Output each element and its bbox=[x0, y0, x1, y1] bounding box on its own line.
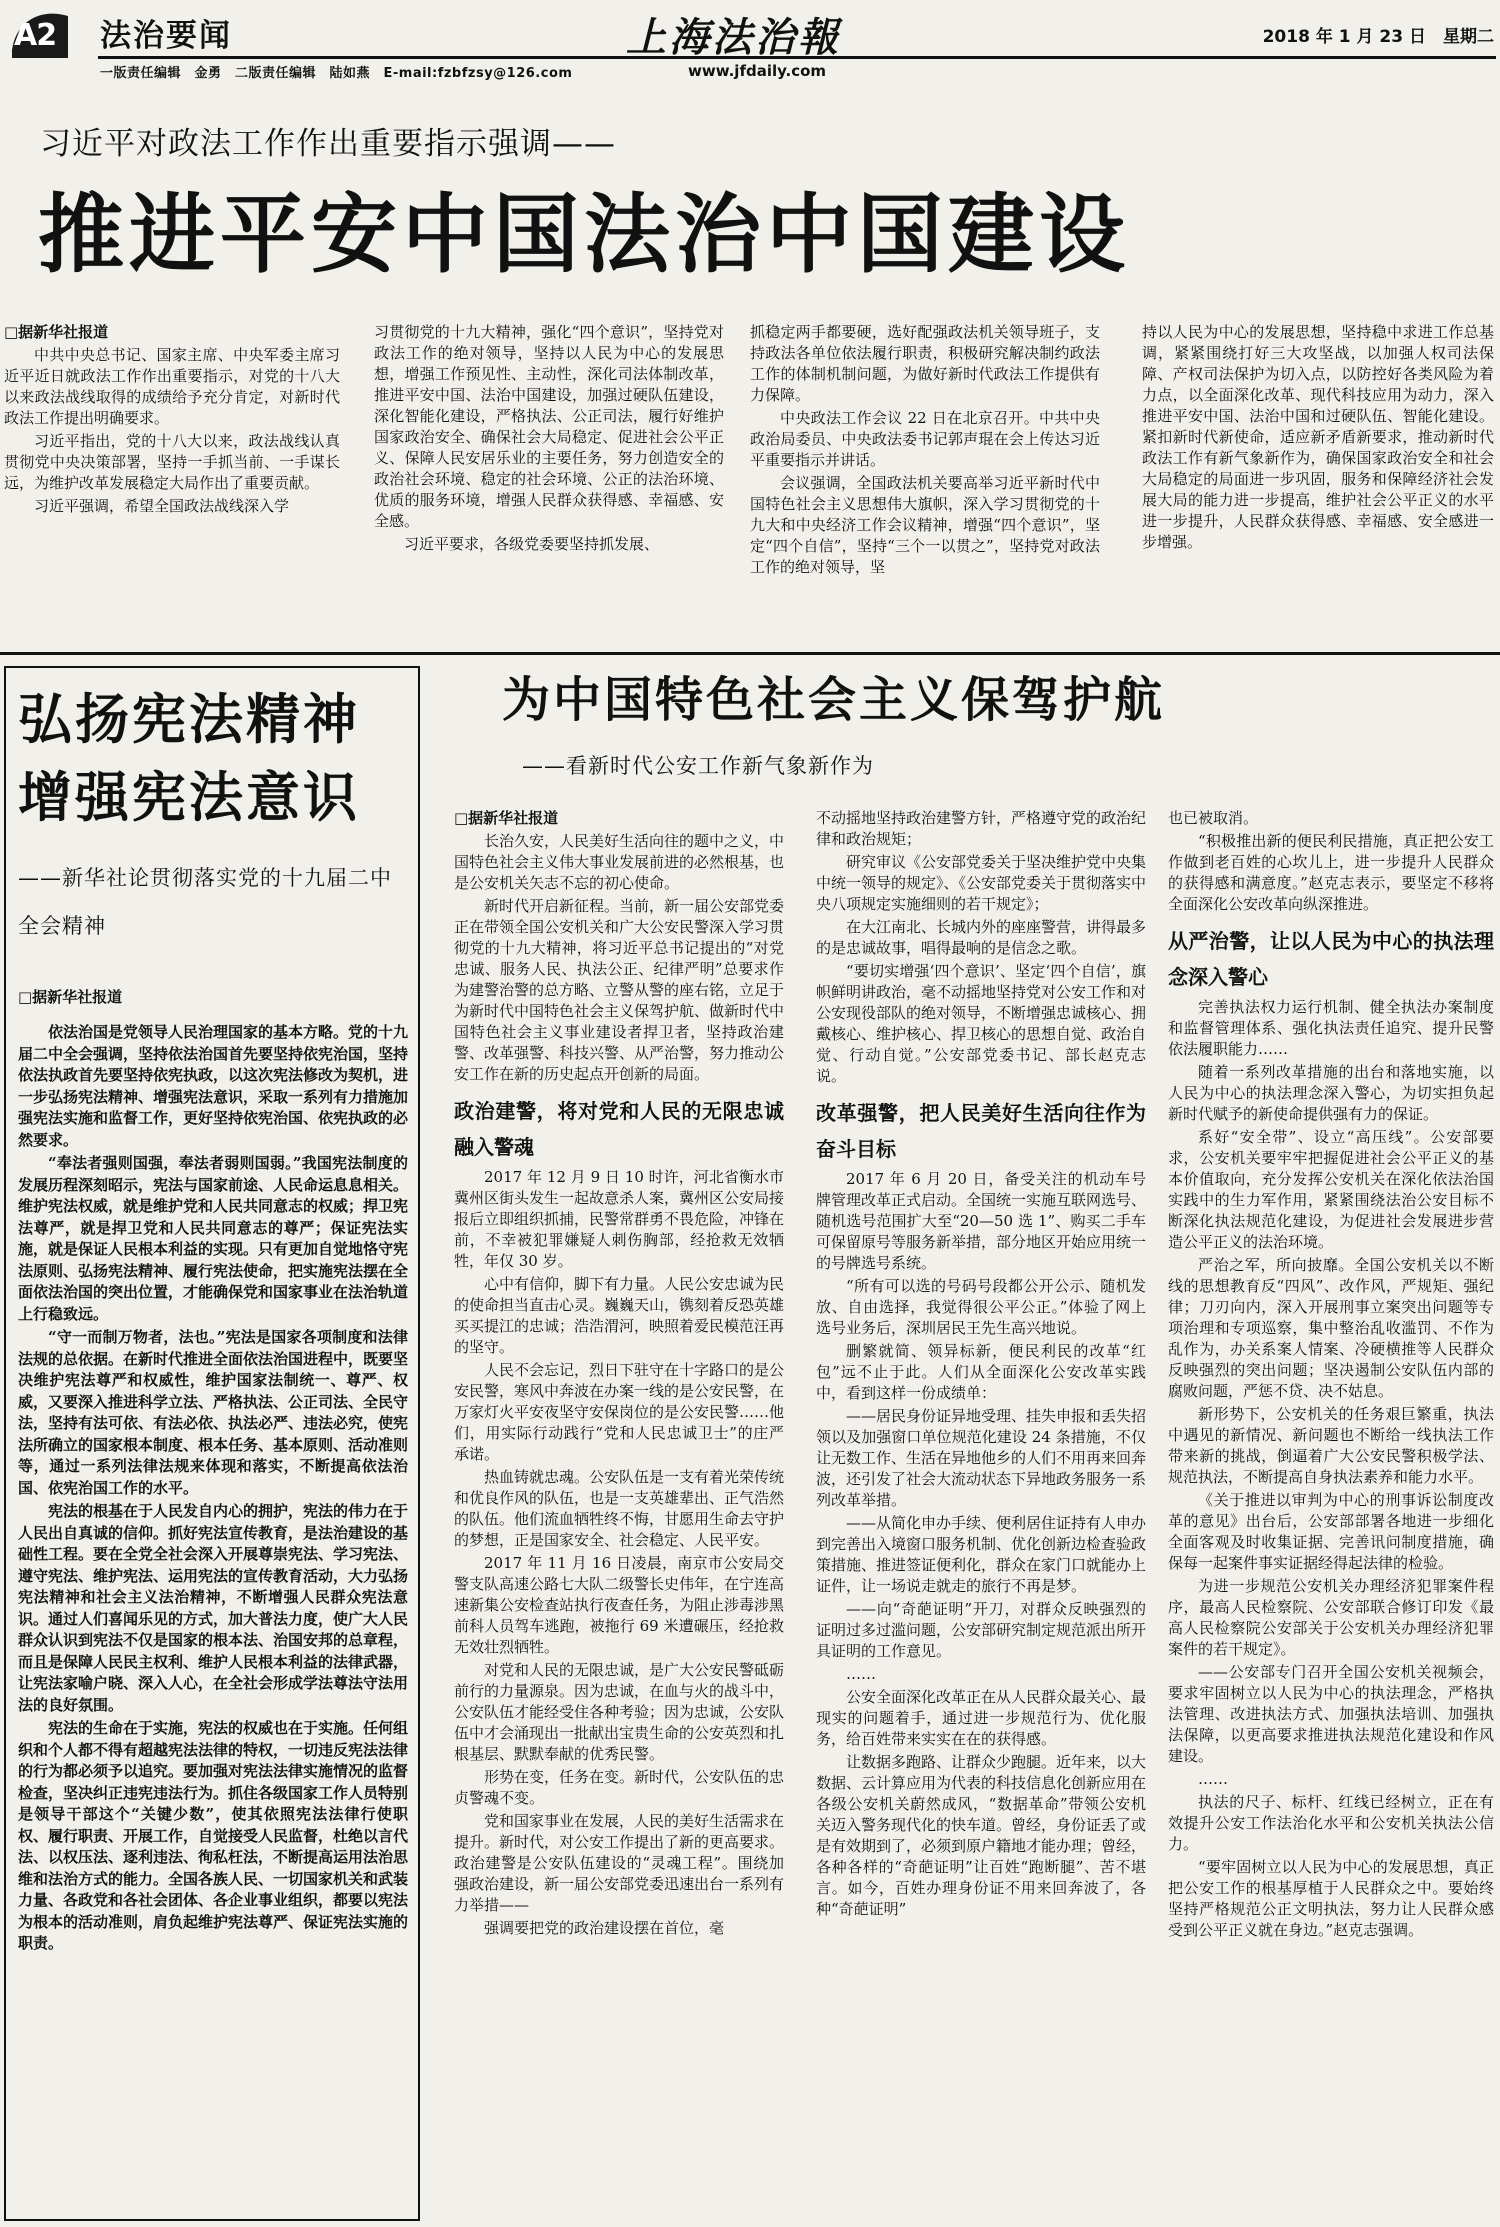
commentary-paragraph: “守一而制万物者，法也。”宪法是国家各项制度和法律法规的总依据。在新时代推进全面依法治国进程中，既要坚决维护宪法尊严和权威性，维护国家法制统一、尊严、权威，又要深入推进科学立法、严格执法、公正司法、全民守法，坚持有法可依、有法必依、执法必严、违法必究，使宪法所确立的国家根本制度、根本任务、基本原则、活动准则等，通过一系列法律法规来体现和落实，不断提高依法治国、依宪治国工作的水平。 bbox=[18, 1328, 408, 1497]
police-paragraph: 执法的尺子、标杆、红线已经树立，正在有效提升公安工作法治化水平和公安机关执法公信力。 bbox=[1168, 1793, 1494, 1853]
police-paragraph: 《关于推进以审判为中心的刑事诉讼制度改革的意见》出台后，公安部部署各地进一步细化全面客观及时收集证据、完善讯问制度措施，确保每一起案件事实证据经得起法律的检验。 bbox=[1168, 1491, 1494, 1572]
lead-headline: 推进平安中国法治中国建设 bbox=[38, 185, 1130, 285]
commentary-paragraph: “奉法者强则国强，奉法者弱则国弱。”我国宪法制度的发展历程深刻昭示，宪法与国家前途、人民命运息息相关。维护宪法权威，就是维护党和人民共同意志的权威；捍卫宪法尊严，就是捍卫党和人民共同意志的尊严；保证宪法实施，就是保证人民根本利益的实现。只有更加自觉地恪守宪法原则、弘扬宪法精神、履行宪法使命，把实施宪法摆在全面依法治国的突出位置，才能确保党和国家事业在法治轨道上行稳致远。 bbox=[18, 1154, 408, 1323]
lead-column-1 bbox=[4, 322, 340, 646]
lead-column-4 bbox=[1142, 322, 1494, 646]
lead-paragraph: 习近平要求，各级党委要坚持抓发展、 bbox=[404, 535, 660, 553]
commentary-paragraph: 依法治国是党领导人民治理国家的基本方略。党的十九届二中全会强调，坚持依法治国首先要坚持依宪治国，坚持依法执政首先要坚持依宪执政，以这次宪法修改为契机，进一步弘扬宪法精神、增强宪法意识，采取一系列有力措施加强宪法实施和监督工作，更好坚持依宪治国、依宪执政的必然要求。 bbox=[18, 1023, 408, 1149]
section-name: 法治要闻 bbox=[100, 18, 232, 54]
commentary-body bbox=[18, 1022, 408, 2212]
police-section-heading: 政治建警，将对党和人民的无限忠诚融入警魂 bbox=[454, 1099, 784, 1159]
police-paragraph: 对党和人民的无限忠诚，是广大公安民警砥砺前行的力量源泉。因为忠诚，在血与火的战斗中，公安队伍才能经受住各种考验；因为忠诚，公安队伍中才会涌现出一批献出宝贵生命的公安英烈和扎根基层、默默奉献的优秀民警。 bbox=[454, 1661, 784, 1763]
police-subhead: ——看新时代公安工作新气象新作为 bbox=[522, 754, 874, 778]
commentary-box bbox=[4, 666, 420, 2221]
police-paragraph: 研究审议《公安部党委关于坚决维护党中央集中统一领导的规定》、《公安部党委关于贯彻落实中央八项规定实施细则的若干规定》； bbox=[816, 853, 1146, 913]
lead-paragraph: 中央政法工作会议 22 日在北京召开。中共中央政治局委员、中央政法委书记郭声琨在会上传达习近平重要指示并讲话。 bbox=[750, 409, 1100, 469]
police-paragraph: 长治久安，人民美好生活向往的题中之义，中国特色社会主义伟大事业发展前进的必然根基，也是公安机关矢志不忘的初心使命。 bbox=[454, 832, 784, 892]
police-paragraph: 不动摇地坚持政治建警方针，严格遵守党的政治纪律和政治规矩； bbox=[816, 809, 1146, 848]
police-section-heading: 从严治警，让以人民为中心的执法理念深入警心 bbox=[1168, 929, 1494, 989]
commentary-paragraph: 宪法的根基在于人民发自内心的拥护，宪法的伟力在于人民出自真诚的信仰。抓好宪法宣传教育，是法治建设的基础性工程。要在全党全社会深入开展尊崇宪法、学习宪法、遵守宪法、维护宪法、运用宪法的宣传教育活动，大力弘扬宪法精神和社会主义法治精神，不断增强人民群众宪法意识。通过人们喜闻乐见的方式，加大普法力度，使广大人民群众认识到宪法不仅是国家的根本法、治国安邦的总章程，而且是保障人民民主权利、维护人民根本利益的法律武器，让宪法家喻户晓、深入人心，在全社会形成学法尊法守法用法的良好氛围。 bbox=[18, 1502, 408, 1714]
commentary-headline-1: 弘扬宪法精神 bbox=[18, 688, 360, 751]
police-headline: 为中国特色社会主义保驾护航 bbox=[502, 672, 1166, 728]
page-label: A2 bbox=[14, 18, 57, 53]
newspaper-name: 上海法治報 bbox=[626, 14, 841, 61]
police-paragraph: 2017 年 6 月 20 日，备受关注的机动车号牌管理改革正式启动。全国统一实施互联网选号、随机选号范围扩大至“20—50 选 1”、购买二手车可保留原号等服务新举措，部分地区开始应用统一的号牌选号系统。 bbox=[816, 1170, 1146, 1272]
police-paragraph: 系好“安全带”、设立“高压线”。公安部要求，公安机关要牢牢把握促进社会公平正义的基本价值取向，充分发挥公安机关在深化依法治国实践中的生力军作用，紧紧围绕法治公安目标不断深化执法规范化建设，为促进社会发展进步营造公平正义的法治环境。 bbox=[1168, 1128, 1494, 1251]
lead-paragraph: 习近平强调，希望全国政法战线深入学 bbox=[34, 497, 290, 515]
police-paragraph: ——从简化申办手续、便利居住证持有人申办到完善出入境窗口服务机制、优化创新边检查验政策措施、推进签证便利化，群众在家门口就能办上证件，让一场说走就走的旅行不再是梦。 bbox=[816, 1514, 1146, 1595]
lead-column-3 bbox=[750, 322, 1100, 646]
lead-paragraph: 中共中央总书记、国家主席、中央军委主席习近平近日就政法工作作出重要指示，对党的十八大以来政法战线取得的成绩给予充分肯定，对新时代政法工作提出明确要求。 bbox=[4, 346, 340, 427]
police-paragraph: 随着一系列改革措施的出台和落地实施，以人民为中心的执法理念深入警心，为切实担负起新时代赋予的新使命提供强有力的保证。 bbox=[1168, 1063, 1494, 1123]
editors-line: 一版责任编辑 金勇 二版责任编辑 陆如燕 E-mail:fzbfzsy@126.com bbox=[100, 66, 573, 81]
police-paragraph: “要切实增强‘四个意识’、坚定‘四个自信’，旗帜鲜明讲政治，毫不动摇地坚持党对公安工作和对公安现役部队的绝对领导，不断增强忠诚核心、拥戴核心、维护核心、捍卫核心的思想自觉、政治自觉、行动自觉。”公安部党委书记、部长赵克志说。 bbox=[816, 962, 1146, 1085]
police-paragraph: 强调要把党的政治建设摆在首位，毫 bbox=[484, 1919, 725, 1937]
police-column-3 bbox=[1168, 808, 1494, 2222]
police-paragraph: 严治之军，所向披靡。全国公安机关以不断线的思想教育反“四风”、改作风，严规矩、强纪律；刀刃向内，深入开展刑事立案突出问题等专项治理和专项巡察，集中整治乱收滥罚、不作为乱作为，办关系案人情案、冷硬横推等人民群众反映强烈的突出问题；坚决遏制公安队伍内部的腐败问题，严惩不贷、决不姑息。 bbox=[1168, 1256, 1494, 1400]
police-paragraph: 热血铸就忠魂。公安队伍是一支有着光荣传统和优良作风的队伍，也是一支英雄辈出、正气浩然的队伍。他们流血牺牲终不悔，甘愿用生命去守护的梦想，正是国家安全、社会稳定、人民平安。 bbox=[454, 1468, 784, 1549]
police-paragraph: 为进一步规范公安机关办理经济犯罪案件程序，最高人民检察院、公安部联合修订印发《最高人民检察院公安部关于公安机关办理经济犯罪案件的若干规定》。 bbox=[1168, 1577, 1494, 1658]
police-paragraph: ——居民身份证异地受理、挂失申报和丢失招领以及加强窗口单位规范化建设 24 条措施，不仅让无数工作、生活在异地他乡的人们不用再来回奔波，还引发了社会大流动状态下异地政务服务一系列改革举措。 bbox=[816, 1407, 1146, 1509]
police-paragraph: 人民不会忘记，烈日下驻守在十字路口的是公安民警，寒风中奔波在办案一线的是公安民警，在万家灯火平安夜坚守安保岗位的是公安民警……他们，用实际行动践行“党和人民忠诚卫士”的庄严承诺。 bbox=[454, 1361, 784, 1463]
police-paragraph: 在大江南北、长城内外的座座警营，讲得最多的是忠诚故事，唱得最响的是信念之歌。 bbox=[816, 918, 1146, 957]
police-section-heading: 改革强警，把人民美好生活向往作为奋斗目标 bbox=[816, 1101, 1146, 1161]
lead-paragraph: 会议强调，全国政法机关要高举习近平新时代中国特色社会主义思想伟大旗帜，深入学习贯彻党的十九大和中央经济工作会议精神，增强“四个意识”，坚定“四个自信”，坚持“三个一以贯之”，坚持党对政法工作的绝对领导，坚 bbox=[750, 474, 1100, 576]
police-paragraph: 公安全面深化改革正在从人民群众最关心、最现实的问题着手，通过进一步规范行为、优化服务，给百姓带来实实在在的获得感。 bbox=[816, 1688, 1146, 1748]
police-column-2 bbox=[816, 808, 1146, 2222]
police-byline: □据新华社报道 bbox=[454, 809, 559, 827]
lead-paragraph: 习贯彻党的十九大精神，强化“四个意识”，坚持党对政法工作的绝对领导，坚持以人民为中心的发展思想，增强工作预见性、主动性，深化司法体制改革，推进平安中国、法治中国建设，加强过硬队伍建设，深化智能化建设，严格执法、公正司法，履行好维护国家政治安全、确保社会大局稳定、促进社会公平正义、保障人民安居乐业的主要任务，努力创造安全的政治社会环境、稳定的社会环境、公正的法治环境、优质的服务环境，增强人民群众获得感、幸福感、安全感。 bbox=[374, 323, 724, 530]
website: www.jfdaily.com bbox=[688, 62, 827, 80]
police-column-1 bbox=[454, 808, 784, 2222]
lead-column-2 bbox=[374, 322, 724, 646]
police-paragraph: …… bbox=[846, 1665, 876, 1683]
police-paragraph: “要牢固树立以人民为中心的发展思想，真正把公安工作的根基厚植于人民群众之中。要始终坚持严格规范公正文明执法，努力让人民群众感受到公平正义就在身边。”赵克志强调。 bbox=[1168, 1858, 1494, 1939]
lead-bottom-rule bbox=[0, 652, 1500, 655]
lead-kicker: 习近平对政法工作作出重要指示强调—— bbox=[40, 126, 616, 162]
police-paragraph: “所有可以选的号码号段都公开公示、随机发放、自由选择，我觉得很公平公正。”体验了网上选号业务后，深圳居民王先生高兴地说。 bbox=[816, 1277, 1146, 1337]
police-paragraph: 2017 年 12 月 9 日 10 时许，河北省衡水市冀州区街头发生一起故意杀人案，冀州区公安局接报后立即组织抓捕，民警常群勇不畏危险，冲锋在前，不幸被犯罪嫌疑人刺伤胸部，经抢救无效牺牲，年仅 30 岁。 bbox=[454, 1168, 784, 1270]
police-paragraph: …… bbox=[1198, 1770, 1228, 1788]
police-paragraph: 心中有信仰，脚下有力量。人民公安忠诚为民的使命担当直击心灵。巍巍天山，镌刻着反恐英雄买买提江的忠诚；浩浩渭河，映照着爱民模范汪再的坚守。 bbox=[454, 1275, 784, 1356]
police-paragraph: ——向“奇葩证明”开刀，对群众反映强烈的证明过多过滥问题，公安部研究制定规范派出所开具证明的工作意见。 bbox=[816, 1600, 1146, 1660]
police-paragraph: 删繁就简、领异标新，便民利民的改革“红包”远不止于此。人们从全面深化公安改革实践中，看到这样一份成绩单： bbox=[816, 1342, 1146, 1402]
police-paragraph: “积极推出新的便民利民措施，真正把公安工作做到老百姓的心坎儿上，进一步提升人民群众的获得感和满意度。”赵克志表示，要坚定不移将全面深化公安改革向纵深推进。 bbox=[1168, 832, 1494, 913]
police-paragraph: ——公安部专门召开全国公安机关视频会，要求牢固树立以人民为中心的执法理念，严格执法管理、改进执法方式、加强执法培训、加强执法保障，以更高要求推进执法规范化建设和作风建设。 bbox=[1168, 1663, 1494, 1765]
police-paragraph: 也已被取消。 bbox=[1168, 809, 1259, 827]
police-paragraph: 形势在变，任务在变。新时代，公安队伍的忠贞警魂不变。 bbox=[454, 1768, 784, 1807]
commentary-paragraph: 宪法的生命在于实施，宪法的权威也在于实施。任何组织和个人都不得有超越宪法法律的特权，一切违反宪法法律的行为都必须予以追究。要加强对宪法法律实施情况的监督检查，坚决纠正违宪违法行为。抓住各级国家工作人员特别是领导干部这个“关键少数”，使其依照宪法法律行使职权、履行职责、开展工作，自觉接受人民监督，杜绝以言代法、以权压法、逐利违法、徇私枉法，不断提高运用法治思维和法治方式的能力。全国各族人民、一切国家机关和武装力量、各政党和各社会团体、各企业事业组织，都要以宪法为根本的活动准则，肩负起维护宪法尊严、保证宪法实施的职责。 bbox=[18, 1719, 408, 1952]
commentary-byline: □据新华社报道 bbox=[18, 988, 123, 1006]
police-paragraph: 新时代开启新征程。当前，新一届公安部党委正在带领全国公安机关和广大公安民警深入学习贯彻党的十九大精神，将习近平总书记提出的“对党忠诚、服务人民、执法公正、纪律严明”总要求作为建警治警的总方略、立警从警的座右铭，立足于为新时代中国特色社会主义保驾护航、做新时代中国特色社会主义事业建设者捍卫者，坚持政治建警、改革强警、科技兴警、从严治警，努力推动公安工作在新的历史起点开创新的局面。 bbox=[454, 897, 784, 1083]
commentary-subhead: ——新华社论贯彻落实党的十九届二中全会精神 bbox=[18, 866, 392, 938]
lead-paragraph: 习近平指出，党的十八大以来，政法战线认真贯彻党中央决策部署，坚持一手抓当前、一手谋长远，为维护改革发展稳定大局作出了重要贡献。 bbox=[4, 432, 340, 492]
issue-date: 2018 年 1 月 23 日 星期二 bbox=[1262, 27, 1494, 47]
page-badge bbox=[6, 6, 70, 62]
lead-byline: □据新华社报道 bbox=[4, 323, 109, 341]
police-paragraph: 2017 年 11 月 16 日凌晨，南京市公安局交警支队高速公路七大队二级警长史伟年，在宁连高速新集公安检查站执行夜查任务，为阻止涉毒涉黑前科人员驾车逃跑，被拖行 69 米遭碾压，经抢救无效壮烈牺牲。 bbox=[454, 1554, 784, 1656]
police-paragraph: 新形势下，公安机关的任务艰巨繁重，执法中遇见的新情况、新问题也不断给一线执法工作带来新的挑战，倒逼着广大公安民警积极学法、规范执法，不断提高自身执法素养和能力水平。 bbox=[1168, 1405, 1494, 1486]
police-paragraph: 完善执法权力运行机制、健全执法办案制度和监督管理体系、强化执法责任追究、提升民警依法履职能力…… bbox=[1168, 998, 1494, 1058]
lead-paragraph: 抓稳定两手都要硬，选好配强政法机关领导班子，支持政法各单位依法履行职责，积极研究解决制约政法工作的体制机制问题，为做好新时代政法工作提供有力保障。 bbox=[750, 323, 1100, 404]
commentary-headline-2: 增强宪法意识 bbox=[18, 766, 360, 829]
police-paragraph: 让数据多跑路、让群众少跑腿。近年来，以大数据、云计算应用为代表的科技信息化创新应用在各级公安机关蔚然成风，“数据革命”带领公安机关迈入警务现代化的快车道。曾经，身份证丢了或是有效期到了，必须到原户籍地才能办理；曾经，各种各样的“奇葩证明”让百姓“跑断腿”、苦不堪言。如今，百姓办理身份证不用来回奔波了，各种“奇葩证明” bbox=[816, 1753, 1146, 1918]
lead-paragraph: 持以人民为中心的发展思想，坚持稳中求进工作总基调，紧紧围绕打好三大攻坚战，以加强人权司法保障、产权司法保护为切入点，以防控好各类风险为着力点，以全面深化改革、现代科技应用为动力，深入推进平安中国、法治中国和过硬队伍、智能化建设。紧扣新时代新使命，适应新矛盾新要求，推动新时代政法工作有新气象新作为，确保国家政治安全和社会大局稳定的局面进一步巩固，服务和保障经济社会发展大局的能力进一步提高，维护社会公平正义的水平进一步提升，人民群众获得感、幸福感、安全感进一步增强。 bbox=[1142, 323, 1494, 551]
police-paragraph: 党和国家事业在发展，人民的美好生活需求在提升。新时代，对公安工作提出了新的更高要求。政治建警是公安队伍建设的“灵魂工程”。围绕加强政治建设，新一届公安部党委迅速出台一系列有力举措—— bbox=[454, 1812, 784, 1914]
